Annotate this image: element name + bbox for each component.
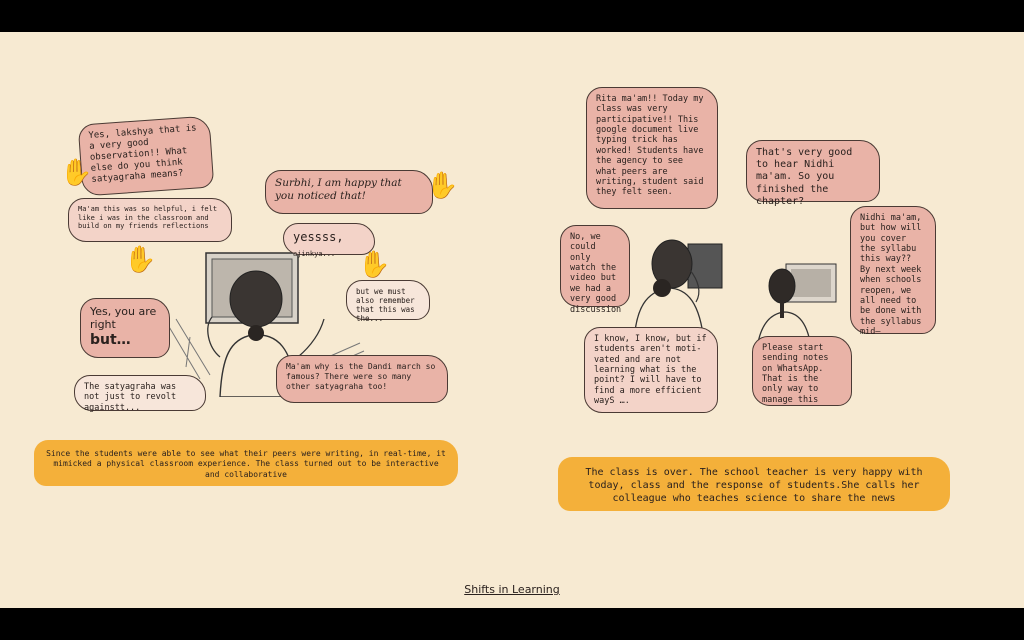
speech-bubble-please: Please start sending notes on WhatsApp. That is the only way to manage this — [752, 336, 852, 406]
speech-bubble-must-also: but we must also remember that this was the... — [346, 280, 430, 320]
speech-bubble-i-know: I know, I know, but if students aren't moti- vated and are not learning what is the point? I will have to find a more efficient wayS …. — [584, 327, 718, 413]
speech-bubble-no-we: No, we could only watch the video but we had a very good discussion — [560, 225, 630, 307]
right-caption: The class is over. The school teacher is very happy with today, class and the response of students.She calls her colleague who teaches science to share the news — [558, 457, 950, 511]
speech-bubble-yes-right — [80, 298, 170, 358]
raised-hand-icon: ✋ — [60, 158, 93, 188]
raised-hand-icon: ✋ — [426, 171, 459, 201]
yessss-text: yessss, — [293, 230, 344, 244]
speech-bubble-helpful: Ma'am this was so helpful, i felt like i was in the classroom and build on my friends reflections — [68, 198, 232, 242]
raised-hand-icon: ✋ — [358, 250, 391, 280]
raised-hand-icon: ✋ — [124, 245, 157, 275]
shifts-in-learning-link[interactable]: Shifts in Learning — [464, 583, 560, 596]
speech-bubble-dandi: Ma'am why is the Dandi march so famous? There were so many other satyagraha too! — [276, 355, 448, 403]
speech-bubble-satyagraha: The satyagraha was not just to revolt againstt... — [74, 375, 206, 411]
yessss-small-text: ajinkya... — [293, 249, 336, 258]
speech-bubble-surbhi: Surbhi, I am happy that you noticed that! — [265, 170, 433, 214]
speech-bubble-lakshya: Yes, lakshya that is a very good observation!! What else do you think satyagraha means? — [78, 115, 215, 196]
left-caption: Since the students were able to see what their peers were writing, in real-time, it mimicked a physical classroom experience. The class turned out to be interactive and collaborative — [34, 440, 458, 486]
speech-bubble-very-good: That's very good to hear Nidhi ma'am. So you finished the chapter? — [746, 140, 880, 202]
teacher-on-phone-illustration — [626, 230, 726, 342]
but-text: but… — [90, 331, 131, 348]
yes-right-text: Yes, you are right — [90, 305, 157, 332]
comic-page — [0, 32, 1024, 608]
speech-bubble-rita: Rita ma'am!! Today my class was very participative!! This google document live typing trick has worked! Students have the agency to see what peers are writing, student said they felt seen. — [586, 87, 718, 209]
speech-bubble-nidhi: Nidhi ma'am, but how will you cover the syllabu this way?? By next week when schools reopen, we all need to be done with the syllabus mid– — [850, 206, 936, 334]
